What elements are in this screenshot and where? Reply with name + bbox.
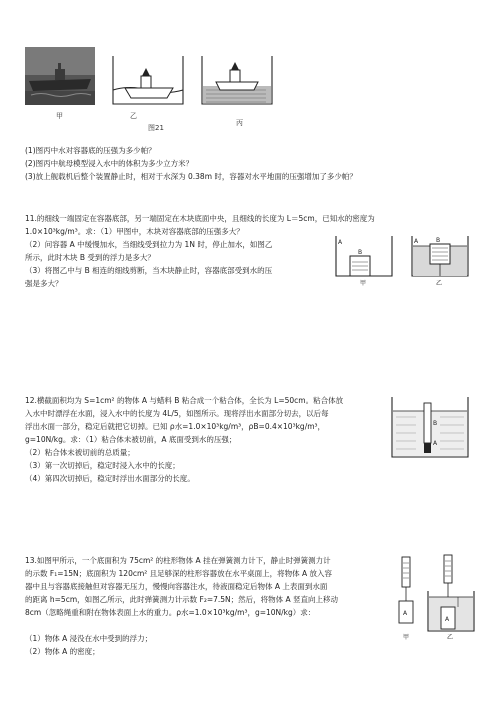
figure21-photo bbox=[25, 47, 95, 105]
q11-line-5: （3）将图乙中与 B 相连的细线剪断，当木块静止时，容器底部受到水的压 bbox=[25, 266, 273, 275]
q12-label-b: B bbox=[433, 420, 438, 427]
q11-label-jia: 甲 bbox=[360, 280, 367, 287]
q11-line-6: 强是多大？ bbox=[25, 279, 63, 288]
q10-line-3: (3)放上舰载机后整个装置静止时，相对于水深为 0.38m 时，容器对水平地面的压强增加了多少帕？ bbox=[25, 172, 357, 181]
figure21-container-bing bbox=[200, 52, 276, 112]
q11-label-b2: B bbox=[436, 237, 441, 244]
q13-line-2: 的示数 F₁=15N；底面积为 120cm² 且足够深的柱形容器放在水平桌面上，将物体 A 放入容 bbox=[25, 569, 333, 578]
q13-line-4: 的距离 h=5cm，如图乙所示，此时弹簧测力计示数 F₂=7.5N；然后，将物体 A 竖直向上移动 bbox=[25, 595, 339, 604]
q13-line-7: （1）物体 A 浸没在水中受到的浮力； bbox=[25, 634, 153, 643]
q12-line-4: g=10N/kg。求：（1）粘合体未被切前，A 底面受到水的压强； bbox=[25, 435, 237, 444]
q10-line-1: (1)图丙中水对容器底的压强为多少帕？ bbox=[25, 146, 156, 155]
q13-line-1: 13.如图甲所示，一个底面积为 75cm² 的柱形物体 A 挂在弹簧测力计下，静止时弹簧测力计 bbox=[25, 556, 331, 565]
q11-line-2: 1.0×10³kg/m³。求：（1）甲图中，木块对容器底部的压强多大？ bbox=[25, 227, 244, 236]
figure21-caption: 图21 bbox=[148, 124, 164, 132]
q12-line-7: （4）第四次切掉后，稳定时浮出水面部分的长度。 bbox=[25, 474, 195, 483]
q11-line-1: 11.的细线一端固定在容器底部，另一端固定在木块底面中央，且细线的长度为 L＝5cm，已知水的密度为 bbox=[25, 214, 375, 223]
q12-label-a: A bbox=[433, 440, 438, 447]
q13-line-3: 器中且与容器底接触但对容器无压力，慢慢向容器注水，待液面稳定后物体 A 上表面到水面 bbox=[25, 582, 328, 591]
figure21-container-yi bbox=[111, 52, 187, 112]
q12-line-5: （2）粘合体未被切前的总质量； bbox=[25, 448, 135, 457]
q12-line-6: （3）第一次切掉后，稳定时浸入水中的长度； bbox=[25, 461, 180, 470]
q12-line-2: 入水中时漂浮在水面，浸入水中的长度为 4L/5，如图所示。现将浮出水面部分切去，以后每 bbox=[25, 409, 329, 418]
q13-label-yi: 乙 bbox=[447, 634, 454, 641]
q11-label-a1: A bbox=[338, 239, 343, 246]
q13-label-jia: 甲 bbox=[403, 634, 410, 641]
q13-label-a1: A bbox=[403, 610, 408, 617]
figure21-label-yi: 乙 bbox=[130, 112, 137, 120]
q10-line-2: (2)图丙中航母模型浸入水中的体积为多少立方米？ bbox=[25, 159, 194, 168]
q11-label-a2: A bbox=[414, 238, 419, 245]
q13-label-a2: A bbox=[445, 616, 450, 623]
q12-line-1: 12.横截面积均为 S=1cm² 的物体 A 与蜡料 B 粘合成一个粘合体，全长为 L=50cm。粘合体放 bbox=[25, 396, 344, 405]
q12-line-3: 浮出水面一部分，稳定后就把它切掉。已知 ρ水=1.0×10³kg/m³，ρB=0.4×10³kg/m³， bbox=[25, 422, 326, 431]
q11-line-3: （2）问容器 A 中缓慢加水，当细线受到拉力为 1N 时，停止加水，如图乙 bbox=[25, 240, 273, 249]
q11-label-b1: B bbox=[358, 249, 363, 256]
q13-figure bbox=[392, 555, 482, 645]
q11-label-yi: 乙 bbox=[436, 280, 443, 287]
figure21-label-jia: 甲 bbox=[56, 112, 63, 120]
figure21-label-bing: 丙 bbox=[236, 119, 243, 127]
q11-figure bbox=[332, 232, 472, 286]
q13-line-5: 8cm（忽略绳重和附在物体表面上水的重力。ρ水=1.0×10³kg/m³，g=10N/kg）求： bbox=[25, 608, 316, 617]
q13-line-8: （2）物体 A 的密度； bbox=[25, 647, 100, 656]
q12-figure bbox=[390, 395, 472, 461]
q11-line-4: 所示，此时木块 B 受到的浮力是多大？ bbox=[25, 253, 155, 262]
